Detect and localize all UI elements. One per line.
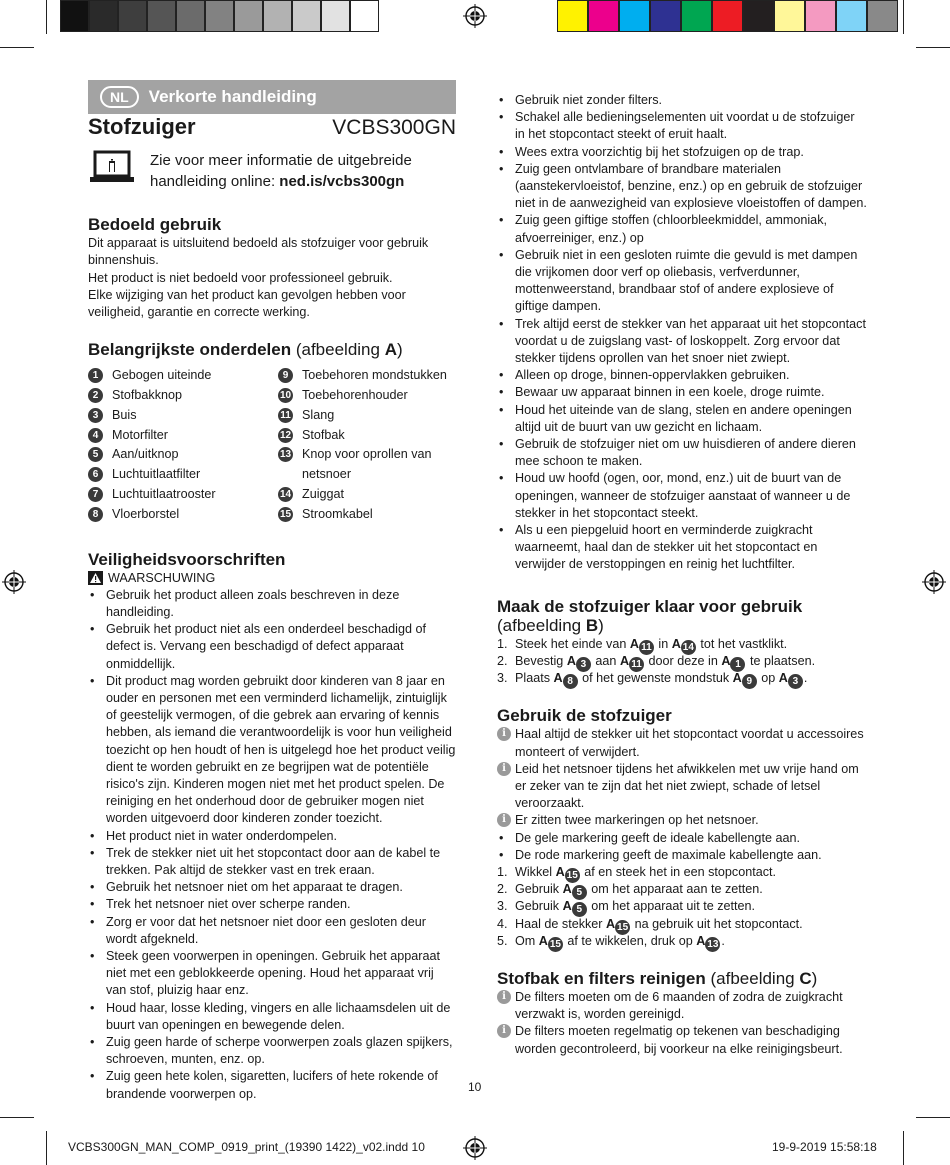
- step-text: aan: [591, 653, 620, 668]
- step-text: te plaatsen.: [746, 653, 816, 668]
- part-number-badge: 10: [279, 390, 292, 402]
- figure-ref-letter: A: [553, 671, 563, 686]
- safety-item: • Gebruik de stofzuiger niet om uw huisdieren of andere dieren mee schoon te maken.: [497, 436, 867, 470]
- part-label: Luchtuitlaatfilter: [112, 467, 201, 482]
- intended-use-section: [88, 214, 456, 321]
- part-item: [88, 406, 278, 426]
- figure-ref-letter: A: [538, 933, 548, 948]
- safety-item: • Gebruik het product niet als een onderdeel beschadigd of defect is. Vervang een beschadigd of defect apparaat onmiddellijk.: [88, 621, 456, 673]
- parts-list-right: [278, 366, 456, 524]
- step-text: in: [654, 636, 672, 651]
- part-item: [88, 485, 278, 505]
- part-number-badge: 14: [279, 489, 292, 500]
- part-ref-badge: 1: [730, 657, 745, 672]
- product-title: Stofzuiger: [88, 114, 196, 139]
- use-heading: Gebruik de stofzuiger: [497, 706, 672, 726]
- figure-ref-letter: A: [619, 653, 630, 668]
- part-label: Zuiggat: [302, 487, 345, 501]
- laptop-info-icon: [90, 150, 134, 184]
- step-text: .: [803, 671, 808, 686]
- part-label: Stroomkabel: [302, 506, 373, 521]
- step-text: .: [721, 933, 725, 948]
- step-item: [497, 881, 867, 898]
- intended-use-line: Dit apparaat is uitsluitend bedoeld als stofzuiger voor gebruik: [88, 236, 429, 251]
- trim-mark: [46, 1131, 47, 1165]
- info-note: [497, 1023, 867, 1057]
- step-text: af te wikkelen, druk op: [563, 933, 697, 948]
- prepare-subheading: (afbeelding B): [497, 615, 604, 635]
- figure-ref-letter: A: [671, 636, 681, 651]
- safety-item: • Gebruik niet in een gesloten ruimte die gevuld is met dampen die vrijkomen door verf op oliebasis, verfverdunner, mottenweerstand, brandbaar stof of andere explosieve of giftige dampen.: [497, 247, 867, 316]
- grayscale-swatches: [60, 0, 379, 32]
- footer-date: 19-9-2019 15:58:18: [772, 1140, 877, 1154]
- part-number-badge: 5: [88, 447, 103, 462]
- step-number: 1.: [497, 864, 508, 879]
- step-number: 2.: [497, 882, 508, 897]
- info-note: [497, 989, 867, 1023]
- color-swatch: [205, 0, 234, 32]
- part-ref-badge: 5: [572, 902, 587, 917]
- step-text: of het gewenste mondstuk: [578, 671, 733, 686]
- figure-ref-letter: A: [555, 864, 565, 879]
- intended-use-heading: Bedoeld gebruik: [88, 215, 222, 235]
- figure-ref-letter: A: [562, 899, 572, 914]
- part-label: Luchtuitlaatrooster: [112, 487, 216, 501]
- step-text: Steek het einde van: [515, 636, 630, 651]
- safety-item: • Trek het netsnoer niet over scherpe randen.: [88, 896, 456, 913]
- safety-item: • Als u een piepgeluid hoort en verminderde zuigkracht waarneemt, haal dan de stekker uit het stopcontact en verwijder de verstoppingen en reinig het luchtfilter.: [497, 522, 867, 574]
- step-number: 2.: [497, 653, 508, 668]
- part-ref-badge: 3: [788, 674, 803, 689]
- use-steps: [497, 864, 867, 950]
- color-swatch: [321, 0, 350, 32]
- step-item: [497, 898, 867, 915]
- info-line-1: Zie voor meer informatie de uitgebreide: [150, 152, 412, 170]
- info-icon: i: [497, 990, 511, 1004]
- trim-mark: [916, 47, 950, 48]
- safety-item: • Het product niet in water onderdompelen.: [88, 828, 456, 845]
- part-number-badge: 4: [88, 428, 103, 443]
- color-swatch: [292, 0, 321, 32]
- color-swatch: [619, 0, 650, 32]
- color-swatch: [89, 0, 118, 32]
- safety-item: • Zuig geen hete kolen, sigaretten, lucifers of hete rokende of brandende voorwerpen op.: [88, 1068, 456, 1102]
- part-label: Buis: [112, 407, 137, 422]
- info-note-text: De filters moeten om de 6 maanden of zodra de zuigkracht verzwakt is, worden gereinigd.: [515, 989, 843, 1022]
- intended-use-line: binnenshuis.: [88, 253, 159, 268]
- step-number: 4.: [497, 916, 508, 931]
- section-header-bar: [88, 80, 456, 114]
- intended-use-line: Het product is niet bedoeld voor professioneel gebruik.: [88, 270, 393, 285]
- part-label: Motorfilter: [112, 427, 168, 442]
- step-item: [497, 916, 867, 933]
- info-icon: i: [497, 762, 511, 776]
- parts-section: [88, 339, 456, 524]
- figure-ref-letter: A: [629, 636, 639, 651]
- step-item: [497, 653, 867, 670]
- prepare-section: [497, 596, 867, 688]
- prepare-steps: [497, 636, 867, 688]
- part-item: [88, 445, 278, 465]
- trim-mark: [0, 47, 34, 48]
- part-number-badge: 1: [88, 368, 103, 383]
- safety-item: • Dit product mag worden gebruikt door kinderen van 8 jaar en ouder en personen met een verminderd lichamelijk, zintuiglijk of geestelijk vermogen, of die gebrek aan ervaring of kennis hebben, als iemand die verantwoordelijk is voor hun veiligheid toezicht op hen houdt of hen is uitgelegd hoe het product veilig dient te worden gebruikt en ze begrijpen wat de potentiële risico's zijn. Kinderen mogen niet met het product spelen. De reiniging en het onderhoud door de gebruiker mogen niet worden uitgevoerd door kinderen zonder toezicht.: [88, 673, 456, 828]
- figure-ref-letter: A: [696, 933, 706, 948]
- safety-item: • Zuig geen harde of scherpe voorwerpen zoals glazen spijkers, schroeven, munten, enz. op.: [88, 1034, 456, 1068]
- prepare-heading: Maak de stofzuiger klaar voor gebruik: [497, 596, 803, 616]
- color-swatch: [712, 0, 743, 32]
- manual-url-link[interactable]: ned.is/vcbs300gn: [279, 173, 405, 191]
- safety-item: • Wees extra voorzichtig bij het stofzuigen op de trap.: [497, 144, 867, 161]
- part-label: Knop voor oprollen van netsnoer: [302, 447, 432, 482]
- use-section: [497, 705, 867, 950]
- safety-item: • Zuig geen giftige stoffen (chloorbleekmiddel, ammoniak, afvoerreiniger, enz.) op: [497, 212, 867, 246]
- info-line-2: handleiding online: ned.is/vcbs300gn: [150, 173, 405, 191]
- step-number: 1.: [497, 636, 508, 651]
- step-text: om het apparaat uit te zetten.: [587, 899, 756, 914]
- safety-item: • Houd het uiteinde van de slang, stelen en andere openingen altijd uit de buurt van uw gezicht en lichaam.: [497, 402, 867, 436]
- figure-ref-letter: A: [606, 916, 616, 931]
- part-ref-badge: 11: [629, 657, 644, 672]
- step-text: Gebruik: [515, 882, 563, 897]
- clean-heading: Stofbak en filters reinigen (afbeelding C): [497, 968, 818, 988]
- safety-item: • Houd haar, losse kleding, vingers en alle lichaamsdelen uit de buurt van openingen en bewegende delen.: [88, 1000, 456, 1034]
- use-bullet-item: • De rode markering geeft de maximale kabellengte aan.: [497, 847, 867, 864]
- info-note-text: Er zitten twee markeringen op het netsnoer.: [515, 813, 759, 828]
- registration-mark-bottom-icon: [463, 1136, 487, 1160]
- info-note-text: De filters moeten regelmatig op tekenen van beschadiging worden gecontroleerd, bij voorkeur na elke reinigingsbeurt.: [515, 1024, 843, 1056]
- color-swatch: [650, 0, 681, 32]
- title-row: [88, 114, 456, 139]
- model-number: VCBS300GN: [332, 116, 456, 139]
- safety-item: • Gebruik niet zonder filters.: [497, 92, 867, 109]
- part-ref-badge: 8: [563, 674, 578, 689]
- part-ref-badge: 13: [707, 938, 719, 950]
- part-number-badge: 9: [278, 368, 293, 383]
- step-text: tot het vastklikt.: [696, 636, 788, 651]
- part-ref-badge: 15: [617, 921, 629, 933]
- safety-item: • Zorg er voor dat het netsnoer niet door een gesloten deur wordt afgekneld.: [88, 914, 456, 948]
- figure-ref-letter: A: [721, 653, 731, 668]
- part-ref-badge: 15: [566, 869, 578, 881]
- registration-mark-top-icon: [463, 4, 487, 28]
- figure-ref-letter: A: [566, 653, 576, 668]
- quick-guide-title: Verkorte handleiding: [148, 87, 317, 107]
- trim-mark: [916, 1117, 950, 1118]
- info-note: [497, 761, 867, 813]
- part-item: [278, 505, 456, 525]
- part-ref-badge: 14: [682, 641, 694, 653]
- color-swatch: [263, 0, 292, 32]
- safety-item: • Zuig geen ontvlambare of brandbare materialen (aanstekervloeistof, benzine, enz.) op en gebruik de stofzuiger niet in de aanwezigheid van explosieve vloeistoffen of dampen.: [497, 161, 867, 213]
- color-swatch: [118, 0, 147, 32]
- color-swatch: [867, 0, 898, 32]
- part-label: Toebehorenhouder: [302, 388, 408, 403]
- part-item: [88, 505, 278, 525]
- step-text: af en steek het in een stopcontact.: [580, 864, 777, 879]
- part-number-badge: 7: [88, 487, 103, 502]
- color-swatch: [743, 0, 774, 32]
- part-ref-badge: 9: [742, 674, 757, 689]
- part-label: Stofbakknop: [112, 388, 183, 403]
- trim-mark: [0, 1117, 34, 1118]
- registration-mark-left-icon: [2, 570, 26, 594]
- right-column: [497, 92, 867, 1058]
- part-number-badge: 15: [279, 508, 292, 520]
- color-swatch: [836, 0, 867, 32]
- step-text: Gebruik: [515, 899, 563, 914]
- left-column: [88, 80, 456, 1103]
- step-text: door deze in: [645, 653, 722, 668]
- safety-item: • Bewaar uw apparaat binnen in een koele, droge ruimte.: [497, 384, 867, 401]
- part-item: [278, 406, 456, 426]
- figure-ref-letter: A: [778, 671, 788, 686]
- part-item: [88, 386, 278, 406]
- part-label: Aan/uitknop: [112, 447, 179, 462]
- part-label: Gebogen uiteinde: [112, 368, 212, 383]
- intended-use-line: Elke wijziging van het product kan gevolgen hebben voor: [88, 287, 406, 302]
- step-item: [497, 670, 867, 687]
- info-note: [497, 726, 867, 760]
- part-item: [278, 485, 456, 505]
- part-label: Stofbak: [302, 427, 345, 442]
- part-number-badge: 12: [279, 429, 292, 441]
- safety-item: • Schakel alle bedieningselementen uit voordat u de stofzuiger in het stopcontact steekt of eruit haalt.: [497, 109, 867, 143]
- step-text: op: [757, 671, 779, 686]
- color-swatch: [147, 0, 176, 32]
- clean-section: [497, 968, 867, 1058]
- color-swatch: [588, 0, 619, 32]
- online-manual-note: [88, 150, 456, 192]
- step-item: [497, 933, 867, 950]
- step-text: Plaats: [515, 671, 554, 686]
- part-number-badge: 8: [88, 507, 103, 522]
- use-bullet-item: • De gele markering geeft de ideale kabellengte aan.: [497, 830, 867, 847]
- info-note-text: Haal altijd de stekker uit het stopcontact voordat u accessoires monteert of verwijdert.: [515, 727, 864, 759]
- safety-item: • Steek geen voorwerpen in openingen. Gebruik het apparaat niet met een geblokkeerde opening. Houd het apparaat vrij van stof, pluizig haar enz.: [88, 948, 456, 1000]
- part-ref-badge: 3: [576, 657, 591, 672]
- part-item: [88, 426, 278, 446]
- part-item: [278, 426, 456, 446]
- step-number: 3.: [497, 899, 508, 914]
- step-item: [497, 864, 867, 881]
- info-note-text: Leid het netsnoer tijdens het afwikkelen met uw vrije hand om er zeker van te zijn dat het niet zwiept, schade of letsel veroorzaakt.: [515, 761, 859, 811]
- part-item: [278, 386, 456, 406]
- safety-list-right: [497, 92, 867, 574]
- part-number-badge: 13: [279, 449, 292, 461]
- safety-item: • Trek altijd eerst de stekker van het apparaat uit het stopcontact voordat u de zuigslang vast- of loskoppelt. Zorg ervoor dat stekker tijdens oprollen van het snoer niet zwiept.: [497, 316, 867, 368]
- trim-mark: [46, 0, 47, 34]
- intended-use-line: veiligheid, garantie en correcte werking.: [88, 305, 310, 320]
- part-number-badge: 11: [278, 408, 293, 423]
- part-label: Toebehoren mondstukken: [302, 368, 447, 383]
- step-text: om het apparaat aan te zetten.: [587, 882, 763, 897]
- info-note: [497, 812, 867, 829]
- color-swatch: [557, 0, 588, 32]
- part-number-badge: 2: [88, 388, 103, 403]
- part-item: [88, 465, 278, 485]
- safety-list-left: [88, 587, 456, 1103]
- part-item: [88, 366, 278, 386]
- page-number: 10: [468, 1080, 482, 1094]
- color-swatch: [176, 0, 205, 32]
- part-item: [278, 445, 456, 485]
- use-info-notes: [497, 726, 867, 829]
- color-swatch: [805, 0, 836, 32]
- info-icon: i: [497, 1024, 511, 1038]
- part-label: Vloerborstel: [112, 506, 180, 521]
- safety-item: • Houd uw hoofd (ogen, oor, mond, enz.) uit de buurt van de openingen, wanneer de stofzuiger aanstaat of wanneer u de stekker in het stopcontact steekt.: [497, 470, 867, 522]
- warning-triangle-icon: [88, 571, 103, 585]
- step-number: 5.: [497, 933, 508, 948]
- parts-heading: Belangrijkste onderdelen (afbeelding A): [88, 340, 403, 360]
- trim-mark: [903, 0, 904, 34]
- step-text: Haal de stekker: [515, 916, 606, 931]
- part-ref-badge: 15: [549, 938, 561, 950]
- part-item: [278, 366, 456, 386]
- registration-mark-right-icon: [922, 570, 946, 594]
- step-text: Wikkel: [515, 864, 556, 879]
- clean-info-notes: [497, 989, 867, 1058]
- language-badge: NL: [100, 86, 139, 108]
- safety-item: • Gebruik het product alleen zoals beschreven in deze handleiding.: [88, 587, 456, 621]
- part-ref-badge: 5: [572, 885, 587, 900]
- safety-item: • Alleen op droge, binnen-oppervlakken gebruiken.: [497, 367, 867, 384]
- color-swatch: [60, 0, 89, 32]
- parts-list-left: [88, 366, 278, 524]
- warning-label: WAARSCHUWING: [88, 570, 456, 587]
- step-number: 3.: [497, 671, 508, 686]
- footer-filename: VCBS300GN_MAN_COMP_0919_print_(19390 1422)_v02.indd 10: [68, 1140, 425, 1154]
- part-number-badge: 6: [88, 467, 103, 482]
- color-swatch: [774, 0, 805, 32]
- info-icon: i: [497, 727, 511, 741]
- figure-ref-letter: A: [732, 671, 742, 686]
- part-ref-badge: 11: [639, 640, 654, 655]
- color-swatches: [557, 0, 898, 32]
- part-number-badge: 3: [88, 408, 103, 423]
- step-text: Bevestig: [515, 653, 567, 668]
- use-bullets: [497, 830, 867, 864]
- safety-item: • Trek de stekker niet uit het stopcontact door aan de kabel te trekken. Pak altijd de stekker vast en trek eraan.: [88, 845, 456, 879]
- color-swatch: [350, 0, 379, 32]
- safety-section: [88, 549, 456, 1103]
- step-text: na gebruik uit het stopcontact.: [631, 916, 803, 931]
- figure-ref-letter: A: [562, 882, 572, 897]
- step-item: [497, 636, 867, 653]
- step-text: Om: [515, 933, 539, 948]
- safety-heading: Veiligheidsvoorschriften: [88, 549, 286, 569]
- safety-item: • Gebruik het netsnoer niet om het apparaat te dragen.: [88, 879, 456, 896]
- color-swatch: [234, 0, 263, 32]
- trim-mark: [903, 1131, 904, 1165]
- color-swatch: [681, 0, 712, 32]
- part-label: Slang: [302, 407, 335, 422]
- info-icon: i: [497, 813, 511, 827]
